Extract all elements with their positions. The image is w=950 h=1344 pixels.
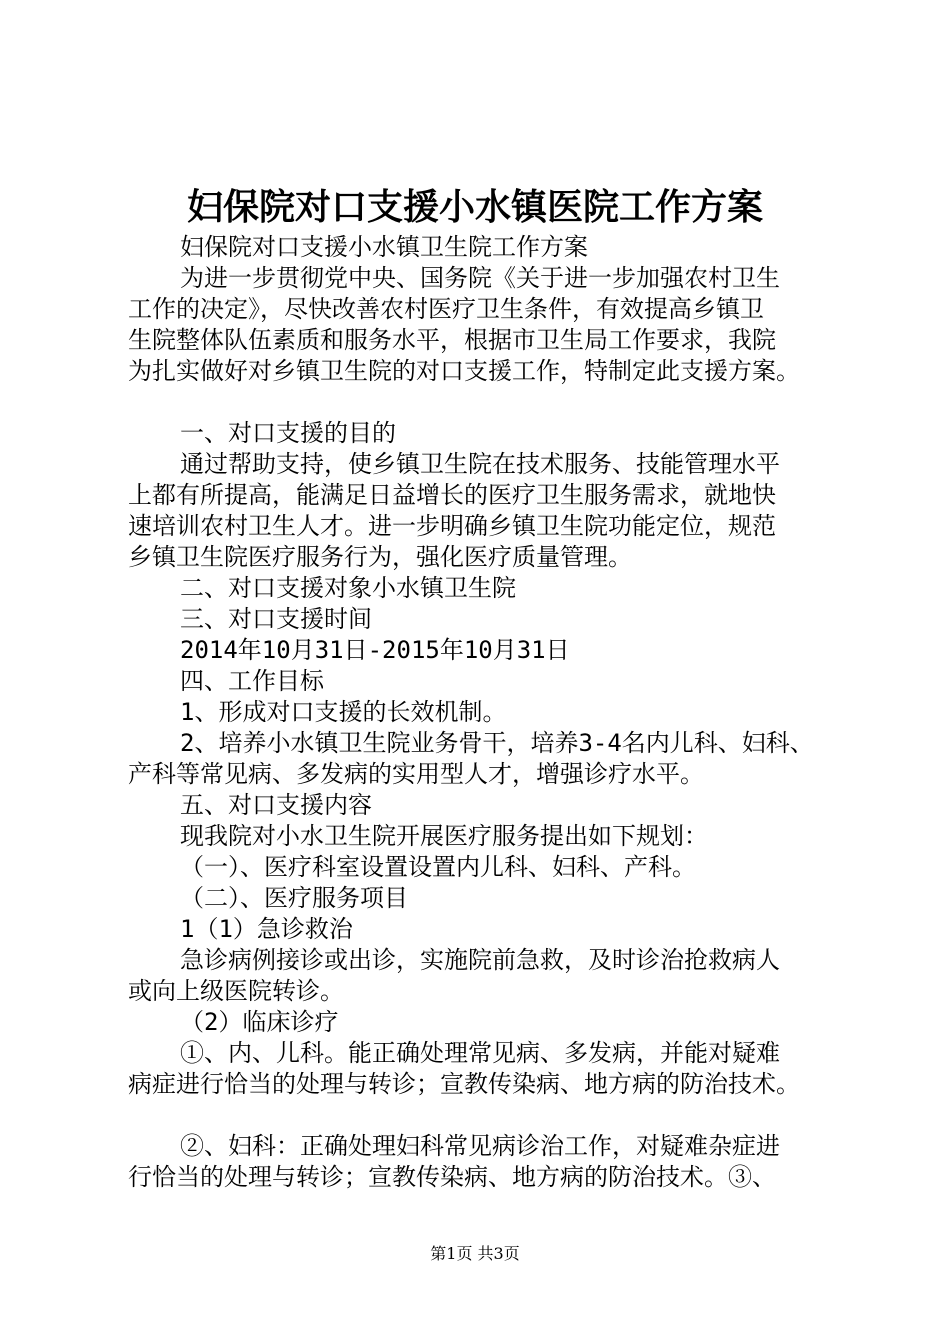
- body-line: 乡镇卫生院医疗服务行为，强化医疗质量管理。: [128, 543, 632, 571]
- body-line: 产科等常见病、多发病的实用型人才，增强诊疗水平。: [128, 760, 704, 788]
- body-line: 2014年10月31日-2015年10月31日: [180, 636, 570, 664]
- blank-line: [128, 387, 830, 418]
- body-line: 妇保院对口支援小水镇卫生院工作方案: [180, 233, 588, 261]
- body-line: 2、培养小水镇卫生院业务骨干，培养3-4名内儿科、妇科、: [180, 729, 814, 757]
- body-line: 通过帮助支持，使乡镇卫生院在技术服务、技能管理水平: [180, 450, 780, 478]
- body-line: （一）、医疗科室设置设置内儿科、妇科、产科。: [180, 853, 696, 881]
- body-line: 现我院对小水卫生院开展医疗服务提出如下规划：: [180, 822, 708, 850]
- body-line: 工作的决定》，尽快改善农村医疗卫生条件，有效提高乡镇卫: [128, 295, 764, 323]
- blank-line: [128, 1100, 830, 1131]
- body-line: 三、对口支援时间: [180, 605, 372, 633]
- document-body: [128, 232, 830, 1193]
- body-line: 二、对口支援对象小水镇卫生院: [180, 574, 516, 602]
- body-line: 速培训农村卫生人才。进一步明确乡镇卫生院功能定位，规范: [128, 512, 776, 540]
- document-title: 妇保院对口支援小水镇医院工作方案: [186, 186, 763, 228]
- body-line: 为扎实做好对乡镇卫生院的对口支援工作，特制定此支援方案。: [128, 357, 800, 385]
- body-line: 行恰当的处理与转诊；宣教传染病、地方病的防治技术。③、: [128, 1163, 776, 1191]
- body-line: （二）、医疗服务项目: [180, 884, 408, 912]
- body-line: 上都有所提高，能满足日益增长的医疗卫生服务需求，就地快: [128, 481, 776, 509]
- body-line: 四、工作目标: [180, 667, 324, 695]
- body-line: 1（1）急诊救治: [180, 915, 353, 943]
- body-line: 1、形成对口支援的长效机制。: [180, 698, 507, 726]
- body-line: 生院整体队伍素质和服务水平，根据市卫生局工作要求，我院: [128, 326, 776, 354]
- body-line: 五、对口支援内容: [180, 791, 372, 819]
- body-line: （2）临床诊疗: [180, 1008, 339, 1036]
- body-line: 急诊病例接诊或出诊，实施院前急救，及时诊治抢救病人: [180, 946, 780, 974]
- body-line: ①、内、儿科。能正确处理常见病、多发病，并能对疑难: [180, 1039, 780, 1067]
- body-line: 为进一步贯彻党中央、国务院《关于进一步加强农村卫生: [180, 264, 780, 292]
- body-line: 一、对口支援的目的: [180, 419, 396, 447]
- body-line: 病症进行恰当的处理与转诊；宣教传染病、地方病的防治技术。: [128, 1070, 800, 1098]
- page-footer: 第1页 共3页: [430, 1244, 520, 1263]
- body-line: 或向上级医院转诊。: [128, 977, 344, 1005]
- body-line: ②、妇科：正确处理妇科常见病诊治工作，对疑难杂症进: [180, 1132, 780, 1160]
